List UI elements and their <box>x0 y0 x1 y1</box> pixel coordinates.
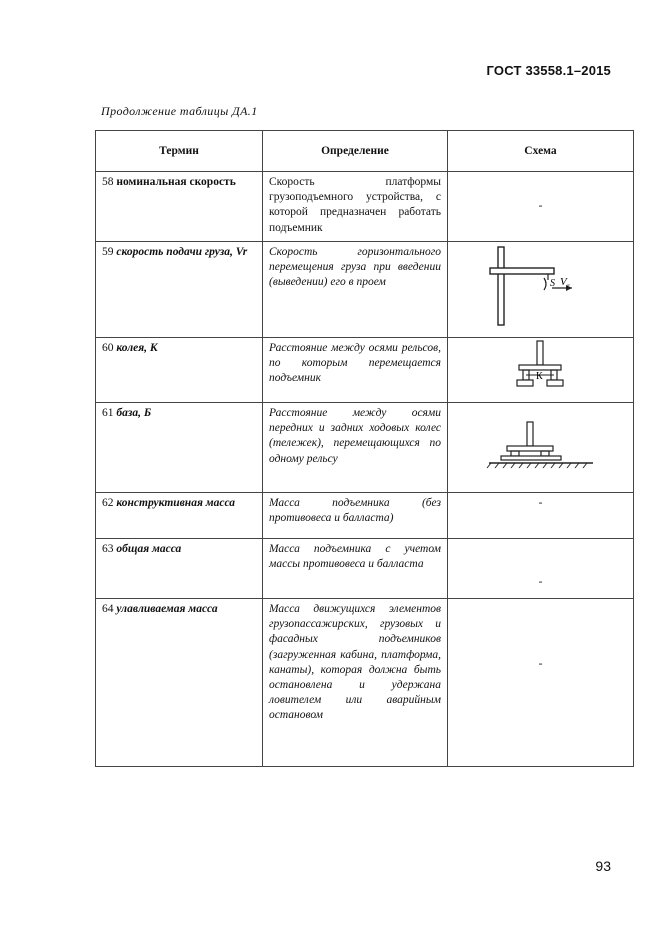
term-text: колея, К <box>116 342 158 354</box>
scheme-cell <box>448 172 634 242</box>
table-row <box>96 493 634 539</box>
definition-cell: Расстояние между осями передних и задних ходовых колес (тележек), перемещающихся по одному рельсу <box>263 403 448 493</box>
table-caption: Продолжение таблицы ДА.1 <box>101 104 258 118</box>
term-cell <box>96 172 263 242</box>
term-number: 62 <box>102 497 114 509</box>
speed-sub-label: r <box>566 281 570 290</box>
term-cell <box>96 599 263 767</box>
table-row <box>96 338 634 403</box>
mast-shape <box>527 422 533 446</box>
frame-shape <box>507 446 553 451</box>
track-label: К <box>535 371 543 383</box>
standard-number: ГОСТ 33558.1–2015 <box>486 63 611 78</box>
speed-s-label: S <box>549 277 555 289</box>
scheme-dash: - <box>538 575 543 588</box>
rear-wheel <box>541 451 549 456</box>
column-header-term: Термин <box>96 131 263 172</box>
platform-shape <box>490 268 554 274</box>
scheme-cell <box>448 403 634 493</box>
mast-shape <box>537 341 543 365</box>
terms-table <box>95 130 634 767</box>
column-header-definition: Определение <box>263 131 448 172</box>
term-number: 59 <box>102 246 114 258</box>
frame-shape <box>519 365 561 370</box>
term-text: база, Б <box>116 407 152 419</box>
term-cell <box>96 403 263 493</box>
table-row <box>96 242 634 338</box>
term-text: скорость подачи груза, Vr <box>116 246 248 258</box>
scheme-cell <box>448 493 634 539</box>
term-number: 60 <box>102 342 114 354</box>
term-number: 61 <box>102 407 114 419</box>
term-text: конструктивная масса <box>116 497 236 509</box>
right-rail <box>547 380 563 386</box>
rail-shape <box>501 456 561 460</box>
table-row <box>96 539 634 599</box>
definition-cell: Масса подъемника (без противовеса и балласта) <box>263 493 448 539</box>
track-gauge-diagram <box>511 339 571 395</box>
wheelbase-diagram <box>481 420 601 470</box>
term-number: 64 <box>102 603 114 615</box>
definition-cell: Скорость платформы грузоподъемного устройства, с которой предназначен работать подъемник <box>263 172 448 242</box>
definition-cell: Расстояние между осями рельсов, по которым перемещается подъемник <box>263 338 448 403</box>
s-curve-icon <box>544 278 546 290</box>
table-row <box>96 172 634 242</box>
table-header-row <box>96 131 634 172</box>
term-number: 63 <box>102 543 114 555</box>
scheme-cell <box>448 338 634 403</box>
term-cell <box>96 242 263 338</box>
definition-cell: Скорость горизонтального перемещения груза при введении (выведении) его в проем <box>263 242 448 338</box>
table-row <box>96 403 634 493</box>
definition-cell: Масса движущихся элементов грузопассажирских, грузовых и фасадных подъемников (загруженная кабина, платформа, канаты), которая должна быть остановлена и удержана ловителем или аварийным остановом <box>263 599 448 767</box>
scheme-cell <box>448 599 634 767</box>
left-rail <box>517 380 533 386</box>
definition-cell: Масса подъемника с учетом массы противовеса и балласта <box>263 539 448 599</box>
term-cell <box>96 493 263 539</box>
scheme-dash: - <box>538 497 543 509</box>
table-row <box>96 599 634 767</box>
front-wheel <box>511 451 519 456</box>
term-text: общая масса <box>116 543 182 555</box>
scheme-dash: - <box>538 658 543 670</box>
scheme-cell <box>448 242 634 338</box>
term-cell <box>96 539 263 599</box>
term-number: 58 <box>102 176 114 188</box>
page-number: 93 <box>595 858 611 874</box>
scheme-cell <box>448 539 634 599</box>
term-text: номинальная скорость <box>116 176 236 188</box>
speed-label: V <box>559 275 567 288</box>
ground-hatching <box>487 463 587 468</box>
mast-shape <box>498 247 504 325</box>
scheme-dash: - <box>538 199 543 212</box>
column-header-scheme: Схема <box>448 131 634 172</box>
term-cell <box>96 338 263 403</box>
term-text: улавливаемая масса <box>116 603 218 615</box>
feed-speed-diagram <box>486 244 596 330</box>
